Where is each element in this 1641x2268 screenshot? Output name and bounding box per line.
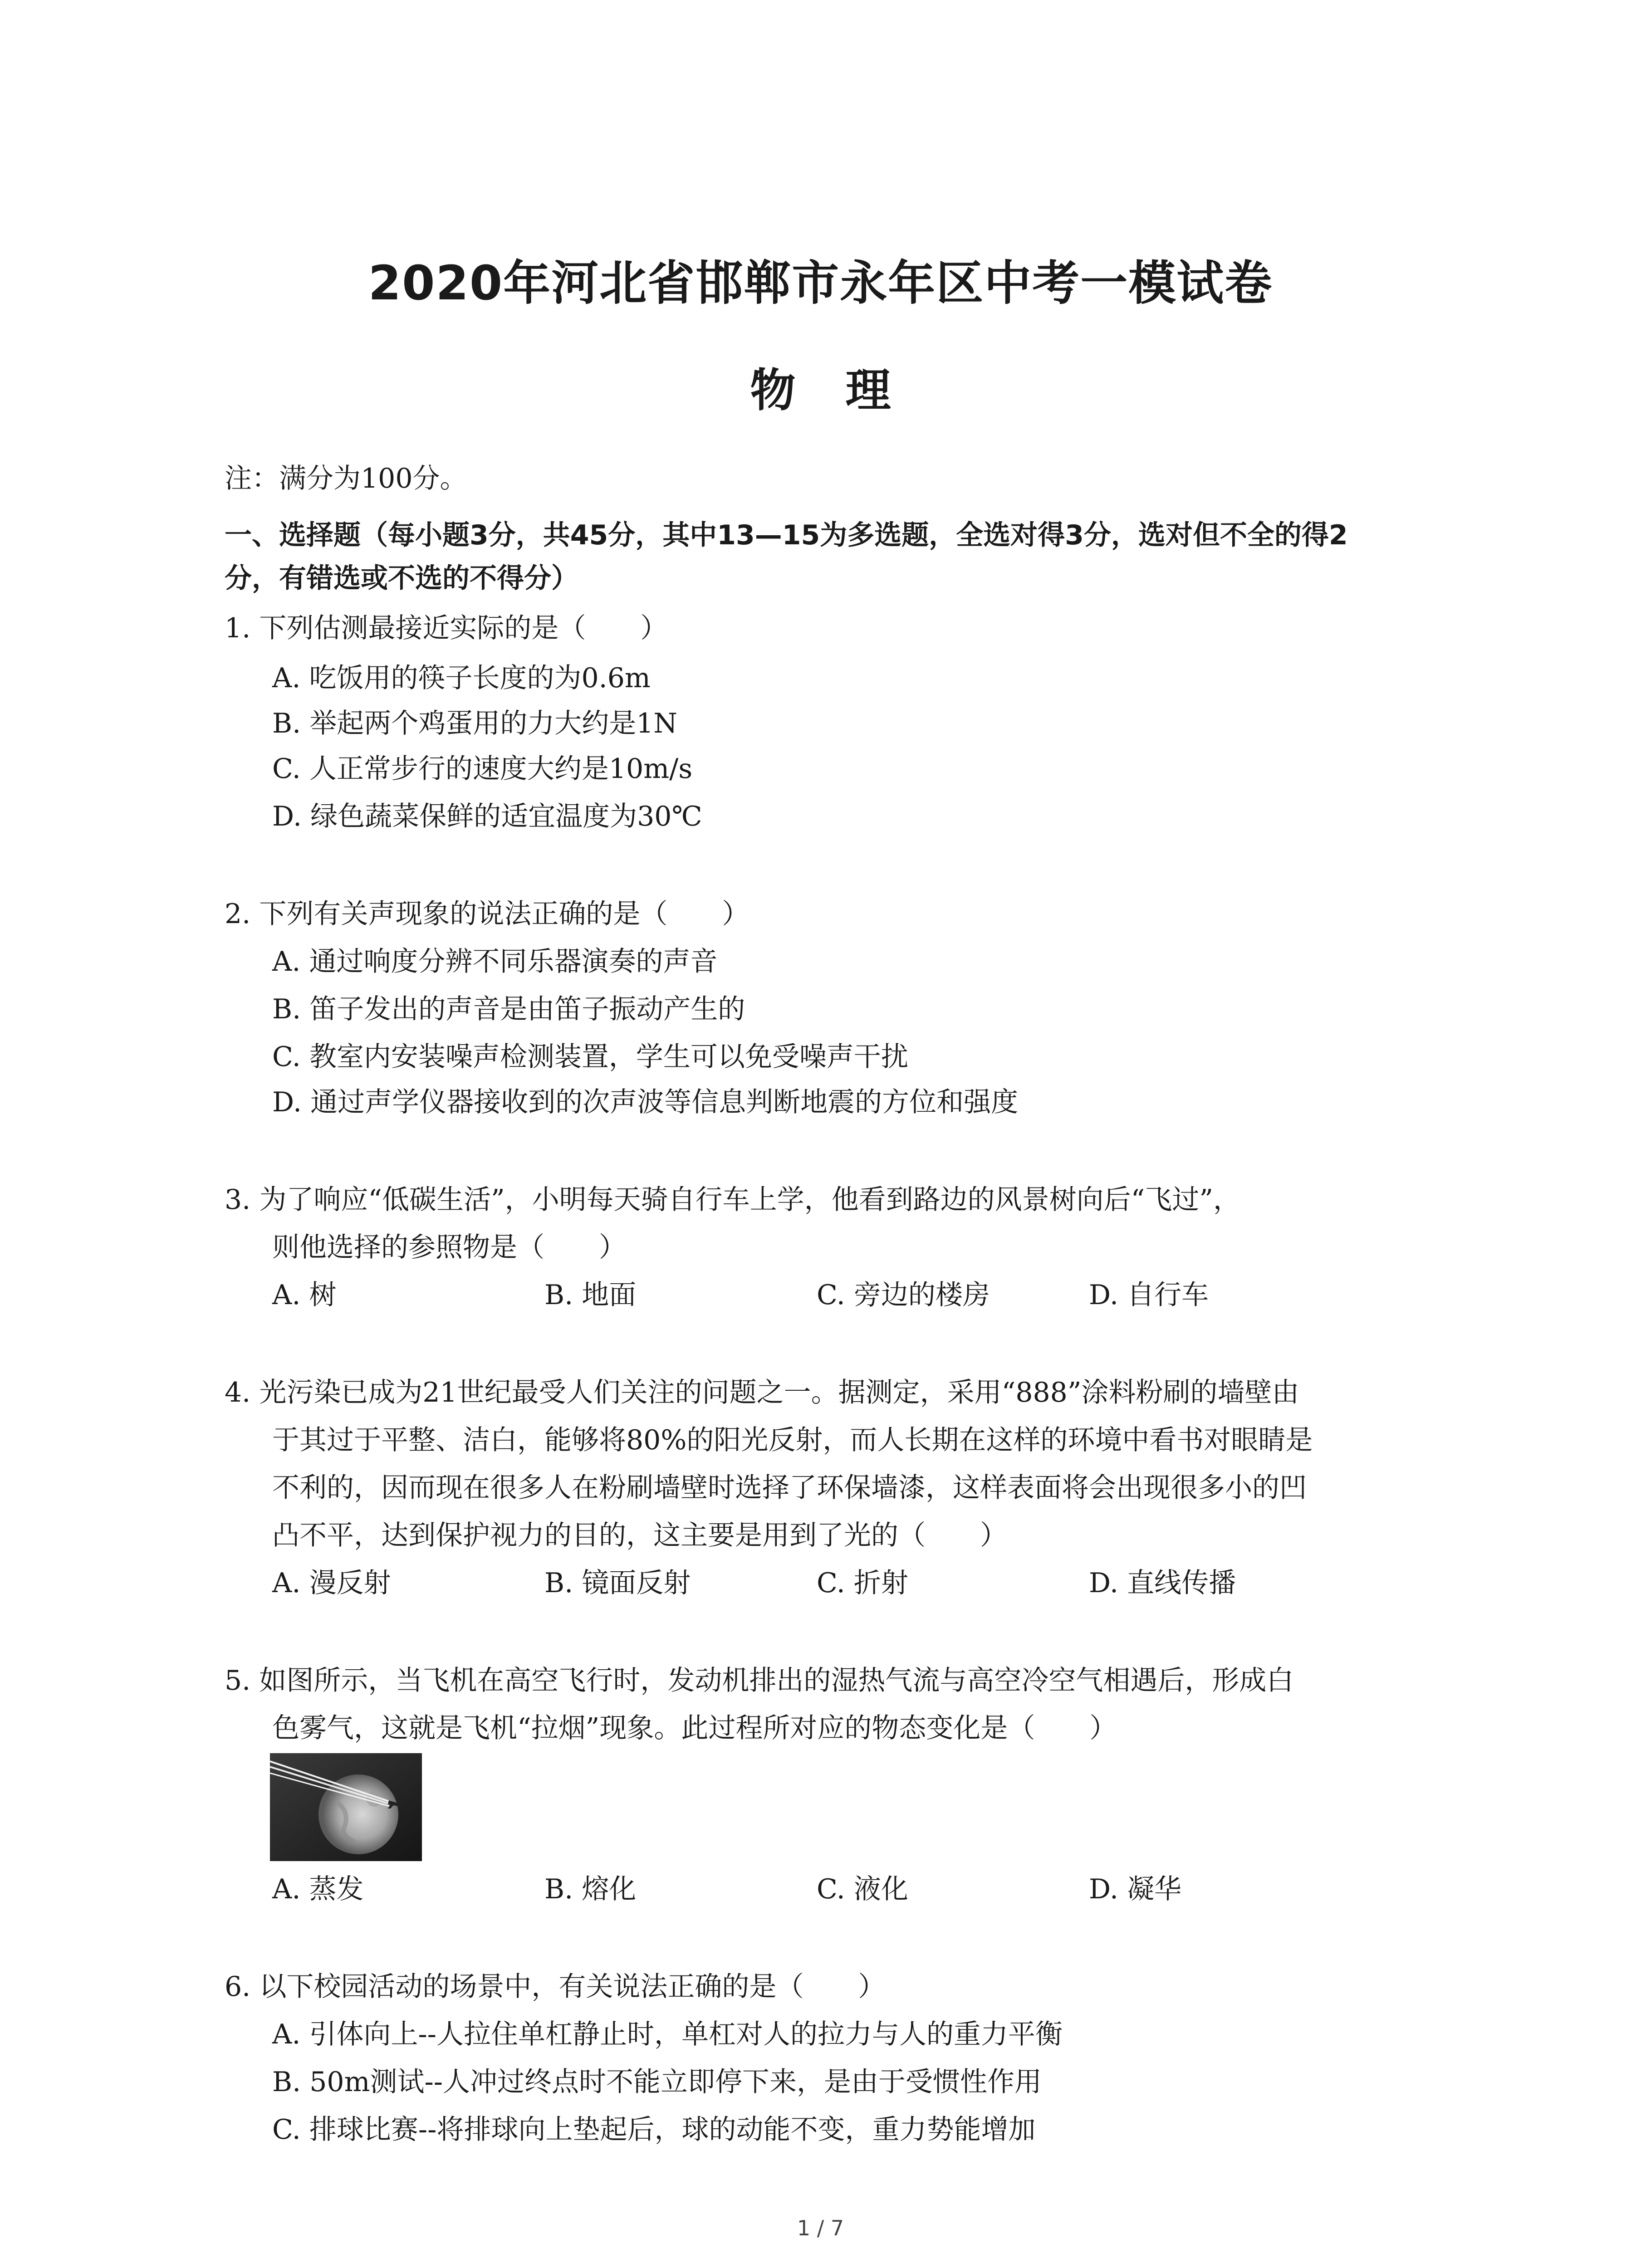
- exam-title: 2020年河北省邯郸市永年区中考一模试卷: [368, 255, 1273, 311]
- question-4-stem-line3: 不利的，因而现在很多人在粉刷墙壁时选择了环保墙漆，这样表面将会出现很多小的凹: [272, 1472, 1307, 1504]
- question-4-option-b: B. 镜面反射: [544, 1567, 691, 1599]
- question-5-option-c: C. 液化: [817, 1873, 908, 1905]
- question-3-option-d: D. 自行车: [1089, 1279, 1209, 1311]
- question-3-stem-line2: 则他选择的参照物是（ ）: [272, 1232, 626, 1263]
- question-2-option-b: B. 笛子发出的声音是由笛子振动产生的: [272, 993, 745, 1025]
- airplane-contrail-photo: [270, 1753, 422, 1861]
- question-4-option-d: D. 直线传播: [1089, 1567, 1236, 1599]
- question-4-stem-line2: 于其过于平整、洁白，能够将80%的阳光反射，而人长期在这样的环境中看书对眼睛是: [272, 1424, 1313, 1456]
- question-1-stem: 1. 下列估测最接近实际的是（ ）: [225, 612, 668, 644]
- question-5-stem-line2: 色雾气，这就是飞机“拉烟”现象。此过程所对应的物态变化是（ ）: [272, 1712, 1117, 1744]
- question-2-option-c: C. 教室内安装噪声检测装置，学生可以免受噪声干扰: [272, 1041, 908, 1073]
- section-heading-line2: 分，有错选或不选的不得分）: [225, 562, 578, 594]
- question-4-option-a: A. 漫反射: [272, 1567, 391, 1599]
- question-1-option-a: A. 吃饭用的筷子长度的为0.6m: [272, 662, 651, 694]
- question-5-option-d: D. 凝华: [1089, 1873, 1182, 1905]
- question-6-option-c: C. 排球比赛--将排球向上垫起后，球的动能不变，重力势能增加: [272, 2114, 1036, 2146]
- question-1-option-b: B. 举起两个鸡蛋用的力大约是1N: [272, 708, 677, 739]
- question-3-option-a: A. 树: [272, 1279, 337, 1311]
- page-number: 1 / 7: [797, 2216, 844, 2240]
- question-2-option-d: D. 通过声学仪器接收到的次声波等信息判断地震的方位和强度: [272, 1086, 1019, 1118]
- question-1-option-c: C. 人正常步行的速度大约是10m/s: [272, 753, 693, 785]
- question-5-stem-line1: 5. 如图所示，当飞机在高空飞行时，发动机排出的湿热气流与高空冷空气相遇后，形成白: [225, 1665, 1294, 1696]
- question-6-option-b: B. 50m测试--人冲过终点时不能立即停下来，是由于受惯性作用: [272, 2066, 1042, 2098]
- question-5-option-a: A. 蒸发: [272, 1873, 364, 1905]
- question-2-option-a: A. 通过响度分辨不同乐器演奏的声音: [272, 946, 718, 978]
- question-2-stem: 2. 下列有关声现象的说法正确的是（ ）: [225, 898, 749, 930]
- question-6-option-a: A. 引体向上--人拉住单杠静止时，单杠对人的拉力与人的重力平衡: [272, 2019, 1063, 2050]
- question-5-option-b: B. 熔化: [544, 1873, 637, 1905]
- question-4-option-c: C. 折射: [817, 1567, 908, 1599]
- question-3-stem-line1: 3. 为了响应“低碳生活”，小明每天骑自行车上学，他看到路边的风景树向后“飞过”，: [225, 1184, 1241, 1216]
- score-note: 注：满分为100分。: [225, 463, 467, 494]
- question-1-option-d: D. 绿色蔬菜保鲜的适宜温度为30℃: [272, 801, 702, 832]
- section-heading-line1: 一、选择题（每小题3分，共45分，其中13—15为多选题，全选对得3分，选对但不全的得2: [225, 519, 1348, 551]
- question-3-option-b: B. 地面: [544, 1279, 637, 1311]
- question-3-option-c: C. 旁边的楼房: [817, 1279, 990, 1311]
- question-6-stem: 6. 以下校园活动的场景中，有关说法正确的是（ ）: [225, 1971, 886, 2003]
- exam-subject: 物理: [750, 364, 941, 417]
- question-4-stem-line1: 4. 光污染已成为21世纪最受人们关注的问题之一。据测定，采用“888”涂料粉刷的墙壁由: [225, 1377, 1299, 1408]
- question-4-stem-line4: 凸不平，达到保护视力的目的，这主要是用到了光的（ ）: [272, 1520, 1007, 1551]
